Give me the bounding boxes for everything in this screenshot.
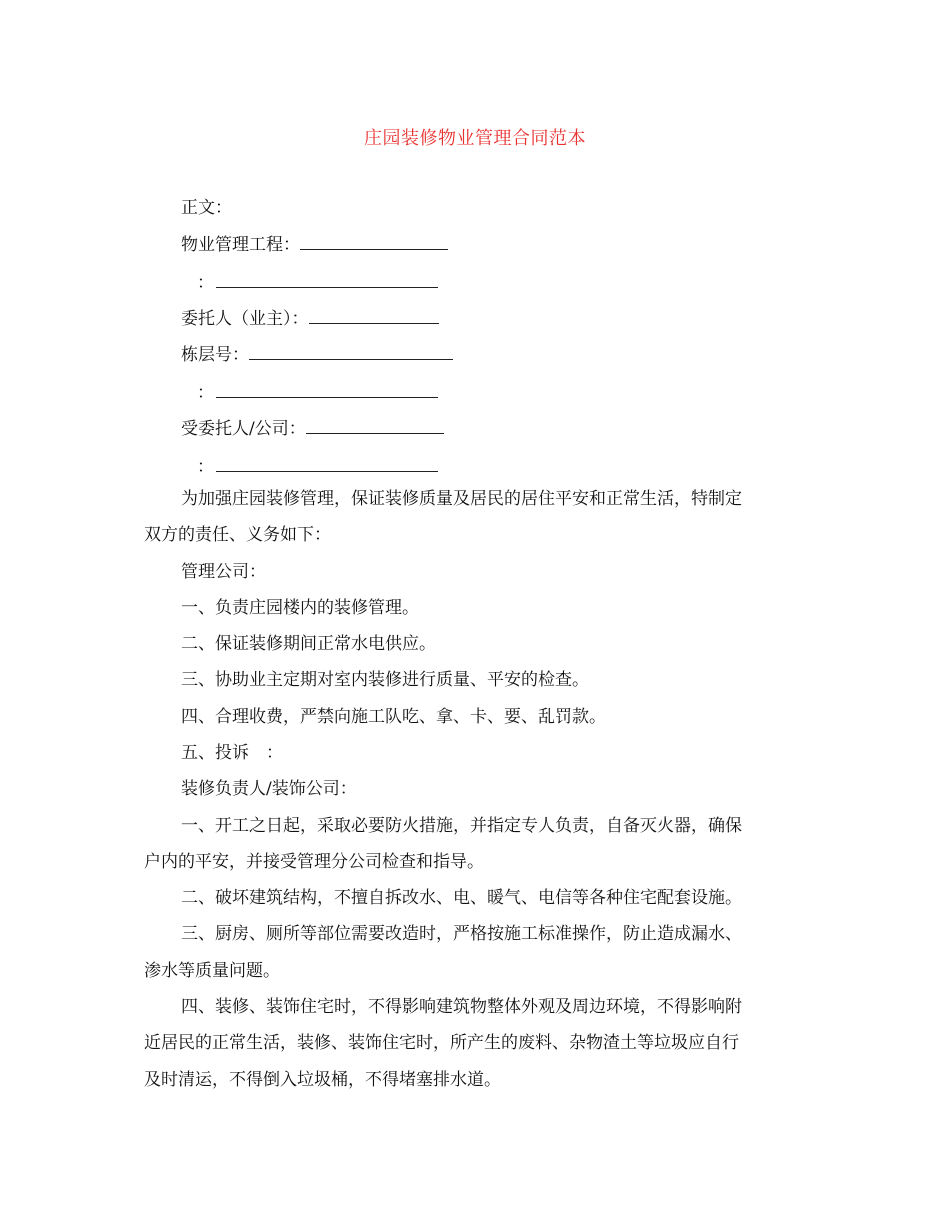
project-blank — [300, 233, 448, 250]
project-field — [181, 233, 841, 256]
decorator-heading: 装修负责人/装饰公司： — [181, 779, 357, 799]
building-field — [181, 343, 841, 366]
project-label: 物业管理工程： — [181, 235, 300, 255]
colon-2: ： — [197, 383, 214, 403]
management-heading: 管理公司： — [181, 562, 266, 582]
colon-field-2 — [197, 381, 438, 404]
body-label: 正文： — [181, 198, 232, 218]
client-field — [181, 307, 841, 330]
colon-1: ： — [197, 273, 214, 293]
decorator-item-3-line-1: 三、厨房、厕所等部位需要改造时，严格按施工标准操作，防止造成漏水、 — [181, 924, 742, 944]
decorator-item-2: 二、破坏建筑结构，不擅自拆改水、电、暖气、电信等各种住宅配套设施。 — [181, 888, 742, 908]
agent-blank — [306, 417, 444, 434]
decorator-item-3-line-2: 渗水等质量问题。 — [144, 961, 280, 981]
colon-1-blank — [216, 271, 438, 288]
intro-line-2: 双方的责任、义务如下： — [144, 525, 331, 545]
colon-3-blank — [216, 455, 438, 472]
document-title: 庄园装修物业管理合同范本 — [364, 128, 586, 149]
colon-field-1 — [197, 271, 438, 294]
client-blank — [309, 307, 439, 324]
management-item-4: 四、合理收费，严禁向施工队吃、拿、卡、要、乱罚款。 — [181, 707, 606, 727]
decorator-item-1-line-2: 户内的平安，并接受管理分公司检查和指导。 — [144, 852, 484, 872]
agent-label: 受委托人/公司： — [181, 419, 306, 439]
client-label: 委托人（业主）： — [181, 309, 309, 329]
colon-field-3 — [197, 455, 438, 478]
management-item-2: 二、保证装修期间正常水电供应。 — [181, 634, 436, 654]
decorator-item-4-line-2: 近居民的正常生活，装修、装饰住宅时，所产生的废料、杂物渣土等垃圾应自行 — [144, 1033, 739, 1053]
building-label: 栋层号： — [181, 345, 249, 365]
agent-field — [181, 417, 841, 440]
decorator-item-4-line-1: 四、装修、装饰住宅时，不得影响建筑物整体外观及周边环境，不得影响附 — [181, 997, 742, 1017]
decorator-item-1-line-1: 一、开工之日起，采取必要防火措施，并指定专人负责，自备灭火器，确保 — [181, 816, 742, 836]
colon-3: ： — [197, 457, 214, 477]
intro-line-1: 为加强庄园装修管理，保证装修质量及居民的居住平安和正常生活，特制定 — [181, 489, 742, 509]
decorator-item-4-line-3: 及时清运，不得倒入垃圾桶，不得堵塞排水道。 — [144, 1070, 501, 1090]
management-item-3: 三、协助业主定期对室内装修进行质量、平安的检查。 — [181, 670, 589, 690]
management-item-1: 一、负责庄园楼内的装修管理。 — [181, 598, 419, 618]
building-blank — [249, 343, 453, 360]
colon-2-blank — [216, 381, 438, 398]
management-item-5: 五、投诉 ： — [181, 743, 283, 763]
